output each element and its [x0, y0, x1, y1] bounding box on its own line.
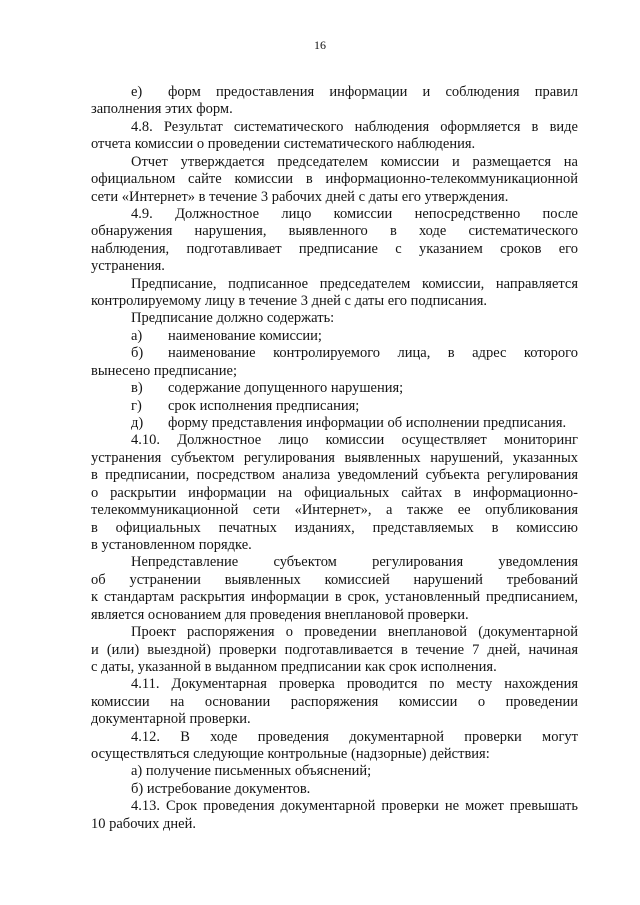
- text-line: официальном сайте комиссии в информационно-телекоммуникационной: [91, 171, 578, 188]
- text-line: к стандартам раскрытия информации в срок, установленный предписанием,: [91, 589, 578, 606]
- list-item-label: е): [131, 84, 143, 100]
- text-line: является основанием для проведения внеплановой проверки.: [91, 606, 469, 623]
- list-item-text: содержание допущенного нарушения;: [168, 380, 404, 397]
- text-line: наблюдения, подготавливает предписание с указанием сроков его: [91, 240, 578, 257]
- text-line: заполнения этих форм.: [91, 101, 233, 118]
- list-item-label: а): [131, 327, 143, 344]
- text-line: Непредставление субъектом регулирования уведомления: [131, 554, 578, 571]
- list-item-a: [91, 328, 578, 345]
- list-item-text: форм предоставления информации и соблюдения правил: [168, 84, 578, 100]
- list-item-label: г): [131, 397, 142, 414]
- text-line: осуществляться следующие контрольные (надзорные) действия:: [91, 746, 490, 763]
- text-line: Предписание, подписанное председателем комиссии, направляется: [131, 275, 578, 292]
- list-item-text: форму представления информации об исполнении предписания.: [168, 415, 567, 432]
- clause-4-11: 4.11. Документарная проверка проводится по месту нахождения: [131, 676, 578, 693]
- list-item-label: в): [131, 380, 143, 397]
- text-line: сети «Интернет» в течение 3 рабочих дней с даты его утверждения.: [91, 188, 509, 205]
- list-item-v: [91, 380, 578, 397]
- text-line: Предписание должно содержать:: [131, 310, 335, 327]
- text-line: в предписании, посредством анализа уведомлений субъекта регулирования: [91, 467, 578, 484]
- document-body: [91, 84, 578, 833]
- list-item-label: д): [131, 415, 144, 432]
- list-item-b: [91, 345, 578, 362]
- text-line: отчета комиссии о проведении систематического наблюдения.: [91, 136, 476, 153]
- text-line: а) получение письменных объяснений;: [131, 763, 372, 780]
- list-item-text: наименование контролируемого лица, в адрес которого: [168, 345, 578, 362]
- text-line: с даты, указанной в выданном предписании как срок исполнения.: [91, 658, 497, 675]
- text-line: Проект распоряжения о проведении внеплановой (документарной: [131, 624, 578, 641]
- text-line: б) истребование документов.: [131, 780, 311, 797]
- list-item-text: наименование комиссии;: [168, 327, 322, 344]
- text-line: обнаружения нарушения, выявленного в ходе систематического: [91, 223, 578, 240]
- clause-4-8: 4.8. Результат систематического наблюдения оформляется в виде: [131, 118, 578, 135]
- text-line: о раскрытии информации на официальных сайтах в информационно-: [91, 484, 578, 501]
- clause-4-13: 4.13. Срок проведения документарной проверки не может превышать: [131, 798, 578, 815]
- text-line: 10 рабочих дней.: [91, 815, 196, 832]
- list-item-d: [91, 415, 578, 432]
- text-line: в установленном порядке.: [91, 536, 252, 553]
- page-number: 16: [314, 38, 326, 52]
- clause-4-12: 4.12. В ходе проведения документарной проверки могут: [131, 728, 578, 745]
- text-line: документарной проверки.: [91, 711, 251, 728]
- text-line: комиссии на основании распоряжения комиссии о проведении: [91, 693, 578, 710]
- list-item-e: [91, 84, 578, 101]
- clause-4-10: 4.10. Должностное лицо комиссии осуществляет мониторинг: [131, 432, 578, 449]
- list-item-text: срок исполнения предписания;: [168, 397, 360, 414]
- text-line: устранения.: [91, 258, 165, 275]
- text-line: вынесено предписание;: [91, 362, 238, 379]
- text-line: в официальных печатных изданиях, представляемых в комиссию: [91, 519, 578, 536]
- clause-4-9: 4.9. Должностное лицо комиссии непосредственно после: [131, 205, 578, 222]
- text-line: устранения субъектом регулирования выявленных нарушений, указанных: [91, 449, 578, 466]
- text-line: Отчет утверждается председателем комиссии и размещается на: [131, 153, 578, 170]
- list-item-label: б): [131, 345, 144, 362]
- text-line: контролируемому лицу в течение 3 дней с даты его подписания.: [91, 293, 487, 310]
- list-item-g: [91, 398, 578, 415]
- text-line: и (или) выездной) проверки подготавливается в течение 7 дней, начиная: [91, 641, 578, 658]
- text-line: об устранении выявленных комиссией нарушений требований: [91, 571, 578, 588]
- text-line: телекоммуникационной сети «Интернет», а также ее опубликования: [91, 502, 578, 519]
